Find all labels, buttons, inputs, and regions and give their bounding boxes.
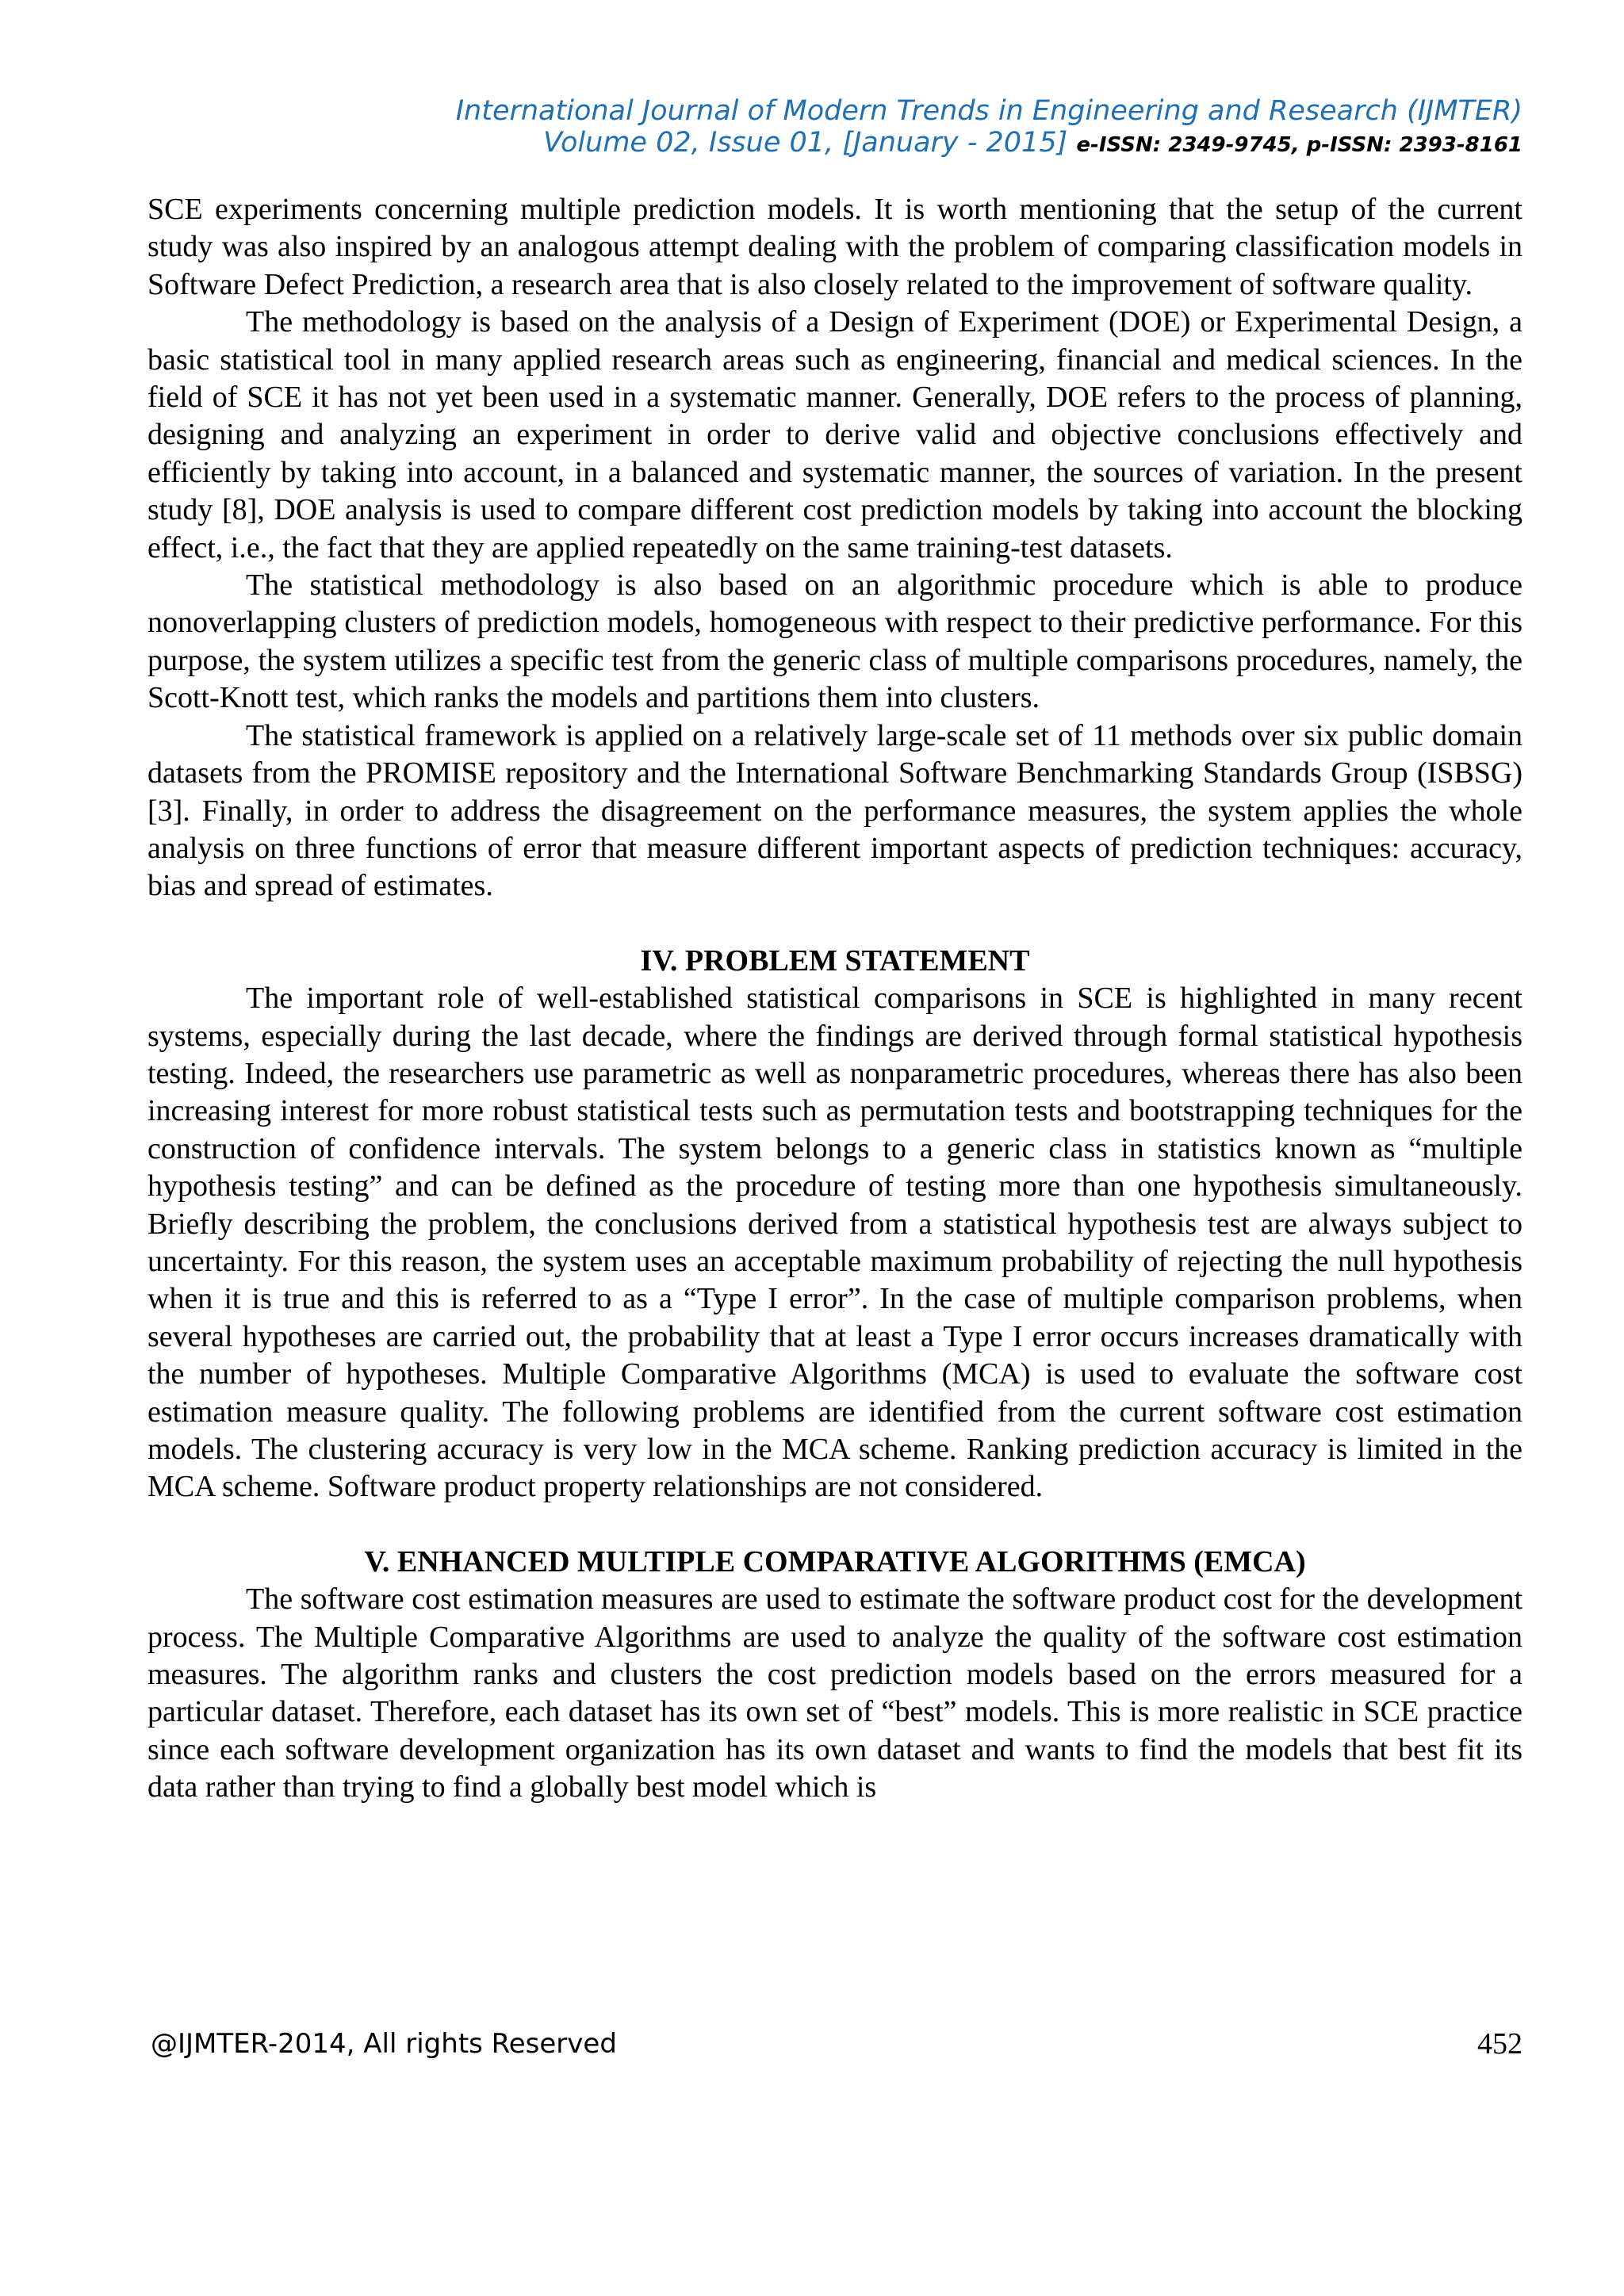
journal-issn: e-ISSN: 2349-9745, p-ISSN: 2393-8161: [1076, 133, 1522, 157]
section-heading-emca: V. ENHANCED MULTIPLE COMPARATIVE ALGORITHMS (EMCA): [364, 1544, 1306, 1578]
paragraph-5: The important role of well-established statistical comparisons in SCE is highlighted in many recent systems, especially during the last decade, where the findings are derived through formal statistical hypothesis testing. Indeed, the researchers use parametric as well as nonparametric procedures, whereas there has also been increasing interest for more robust statistical tests such as permutation tests and bootstrapping techniques for the construction of confidence intervals. The system belongs to a generic class in statistics known as “multiple hypothesis testing” and can be defined as the procedure of testing more than one hypothesis simultaneously. Briefly describing the problem, the conclusions derived from a statistical hypothesis test are always subject to uncertainty. For this reason, the system uses an acceptable maximum probability of rejecting the null hypothesis when it is true and this is referred to as a “Type I error”. In the case of multiple comparison problems, when several hypotheses are carried out, the probability that at least a Type I error occurs increases dramatically with the number of hypotheses. Multiple Comparative Algorithms (MCA) is used to evaluate the software cost estimation measure quality. The following problems are identified from the current software cost estimation models. The clustering accuracy is very low in the MCA scheme. Ranking prediction accuracy is limited in the MCA scheme. Software product property relationships are not considered.: [147, 982, 1522, 1504]
paragraph-6: The software cost estimation measures are used to estimate the software product cost for the development process. The Multiple Comparative Algorithms are used to analyze the quality of the software cost estimation measures. The algorithm ranks and clusters the cost prediction models based on the errors measured for a particular dataset. Therefore, each dataset has its own set of “best” models. This is more realistic in SCE practice since each software development organization has its own dataset and wants to find the models that best fit its data rather than trying to find a globally best model which is: [147, 1582, 1522, 1804]
journal-title: International Journal of Modern Trends in Engineering and Research (IJMTER): [455, 95, 1522, 127]
section-heading-problem-statement: IV. PROBLEM STATEMENT: [640, 943, 1030, 978]
body-text: [147, 191, 1522, 1807]
paragraph-1: SCE experiments concerning multiple prediction models. It is worth mentioning that the setup of the current study was also inspired by an analogous attempt dealing with the problem of comparing classification models in Software Defect Prediction, a research area that is also closely related to the improvement of software quality.: [147, 193, 1522, 301]
paragraph-2: The methodology is based on the analysis of a Design of Experiment (DOE) or Experimental Design, a basic statistical tool in many applied research areas such as engineering, financial and medical sciences. In the field of SCE it has not yet been used in a systematic manner. Generally, DOE refers to the process of planning, designing and analyzing an experiment in order to derive valid and objective conclusions effectively and efficiently by taking into account, in a balanced and systematic manner, the sources of variation. In the present study [8], DOE analysis is used to compare different cost prediction models by taking into account the blocking effect, i.e., the fact that they are applied repeatedly on the same training-test datasets.: [147, 305, 1522, 564]
page-number: 452: [1477, 2027, 1522, 2061]
paragraph-3: The statistical methodology is also based on an algorithmic procedure which is able to produce nonoverlapping clusters of prediction models, homogeneous with respect to their predictive performance. For this purpose, the system utilizes a specific test from the generic class of multiple comparisons procedures, namely, the Scott-Knott test, which ranks the models and partitions them into clusters.: [147, 568, 1522, 715]
journal-volume-line: [143, 127, 1522, 161]
paragraph-4: The statistical framework is applied on a relatively large-scale set of 11 methods over six public domain datasets from the PROMISE repository and the International Software Benchmarking Standards Group (ISBSG) [3]. Finally, in order to address the disagreement on the performance measures, the system applies the whole analysis on three functions of error that measure different important aspects of prediction techniques: accuracy, bias and spread of estimates.: [147, 718, 1522, 903]
running-header: [143, 95, 1522, 161]
footer-copyright: @IJMTER-2014, All rights Reserved: [151, 2028, 617, 2060]
journal-volume: Volume 02, Issue 01, [January - 2015]: [543, 127, 1068, 159]
